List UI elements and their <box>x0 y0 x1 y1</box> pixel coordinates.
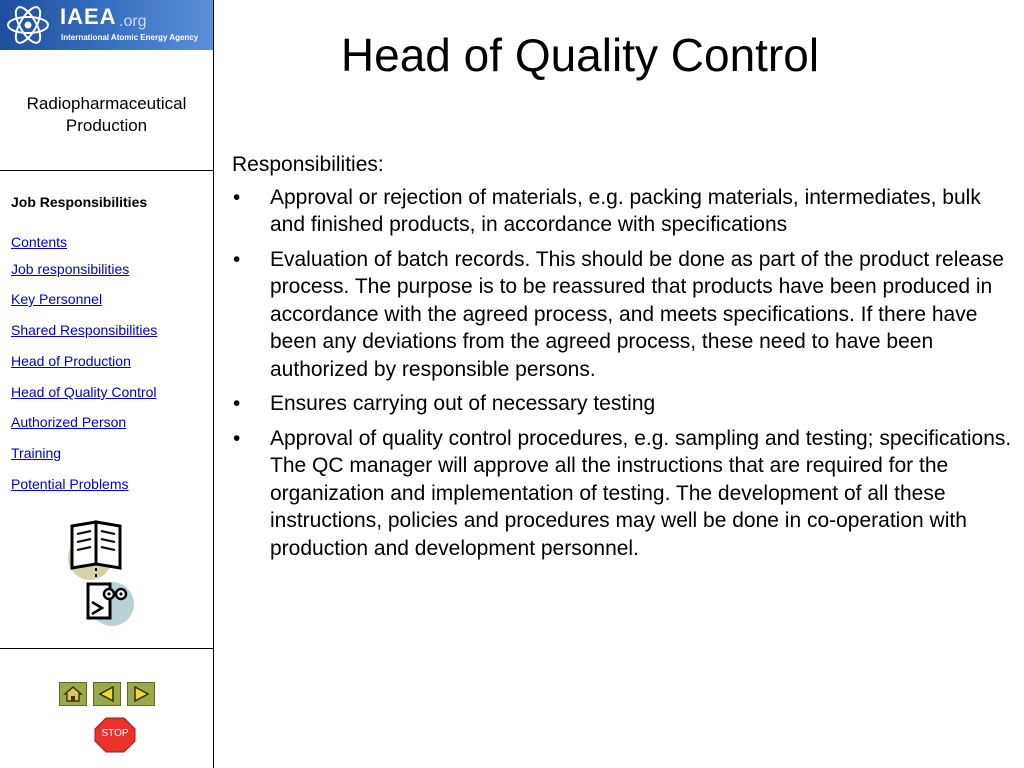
list-item: • Approval of quality control procedures, e.g. sampling and testing; specifications. The QC manager will approve all the instructions that are required for the organization and implementation of testing. The development of all these instructions, policies and procedures may well be done in co-operation with production and development personnel. <box>232 425 1017 563</box>
page-title: Head of Quality Control <box>340 29 820 81</box>
sidebar-divider <box>0 170 213 171</box>
responsibilities-intro: Responsibilities: <box>232 153 384 176</box>
sidebar-divider-bottom <box>0 648 213 649</box>
atom-icon <box>4 3 52 47</box>
sidebar-link-contents[interactable]: Contents <box>11 234 68 250</box>
module-title-line-1: Radiopharmaceutical <box>26 94 187 113</box>
home-icon <box>62 685 84 703</box>
logo-domain-suffix: .org <box>119 13 147 30</box>
stop-label: STOP <box>101 728 129 739</box>
sidebar-link-key-personnel[interactable]: Key Personnel <box>11 291 103 307</box>
sidebar-link-head-of-production[interactable]: Head of Production <box>11 353 131 369</box>
list-item: • Evaluation of batch records. This should be done as part of the product release process. The purpose is to be reassured that products have been produced in accordance with the agreed process, and meets specifications. If there have been any deviations from the agreed process, these need to have been authorized by responsible persons. <box>232 246 1017 384</box>
sidebar-link-head-of-quality-control[interactable]: Head of Quality Control <box>11 384 157 400</box>
list-item: • Approval or rejection of materials, e.g. packing materials, intermediates, bulk and finished products, in accordance with specifications <box>232 184 1017 239</box>
previous-button[interactable] <box>93 682 121 706</box>
reading-illustration <box>62 518 142 630</box>
sidebar-link-training[interactable]: Training <box>11 445 62 461</box>
stop-button[interactable] <box>94 717 136 753</box>
sidebar <box>0 0 214 768</box>
book-icon <box>68 522 120 580</box>
logo-name: IAEA <box>60 4 117 29</box>
arrow-left-icon <box>96 685 118 703</box>
sidebar-link-authorized-person[interactable]: Authorized Person <box>11 414 127 430</box>
reader-icon <box>88 582 134 626</box>
responsibilities-list <box>232 184 1017 563</box>
next-button[interactable] <box>127 682 155 706</box>
main-content <box>232 151 1017 569</box>
sidebar-link-shared-responsibilities[interactable]: Shared Responsibilities <box>11 322 158 338</box>
module-title-line-2: Production <box>65 116 148 135</box>
sidebar-link-potential-problems[interactable]: Potential Problems <box>11 476 129 492</box>
arrow-right-icon <box>130 685 152 703</box>
section-heading: Job Responsibilities <box>11 194 148 210</box>
iaea-logo[interactable] <box>0 0 213 50</box>
module-title <box>0 93 213 137</box>
home-button[interactable] <box>59 682 87 706</box>
logo-subtitle: International Atomic Energy Agency <box>61 33 199 42</box>
sidebar-link-job-responsibilities[interactable]: Job responsibilities <box>11 261 130 277</box>
list-item: • Ensures carrying out of necessary testing <box>232 390 1017 418</box>
